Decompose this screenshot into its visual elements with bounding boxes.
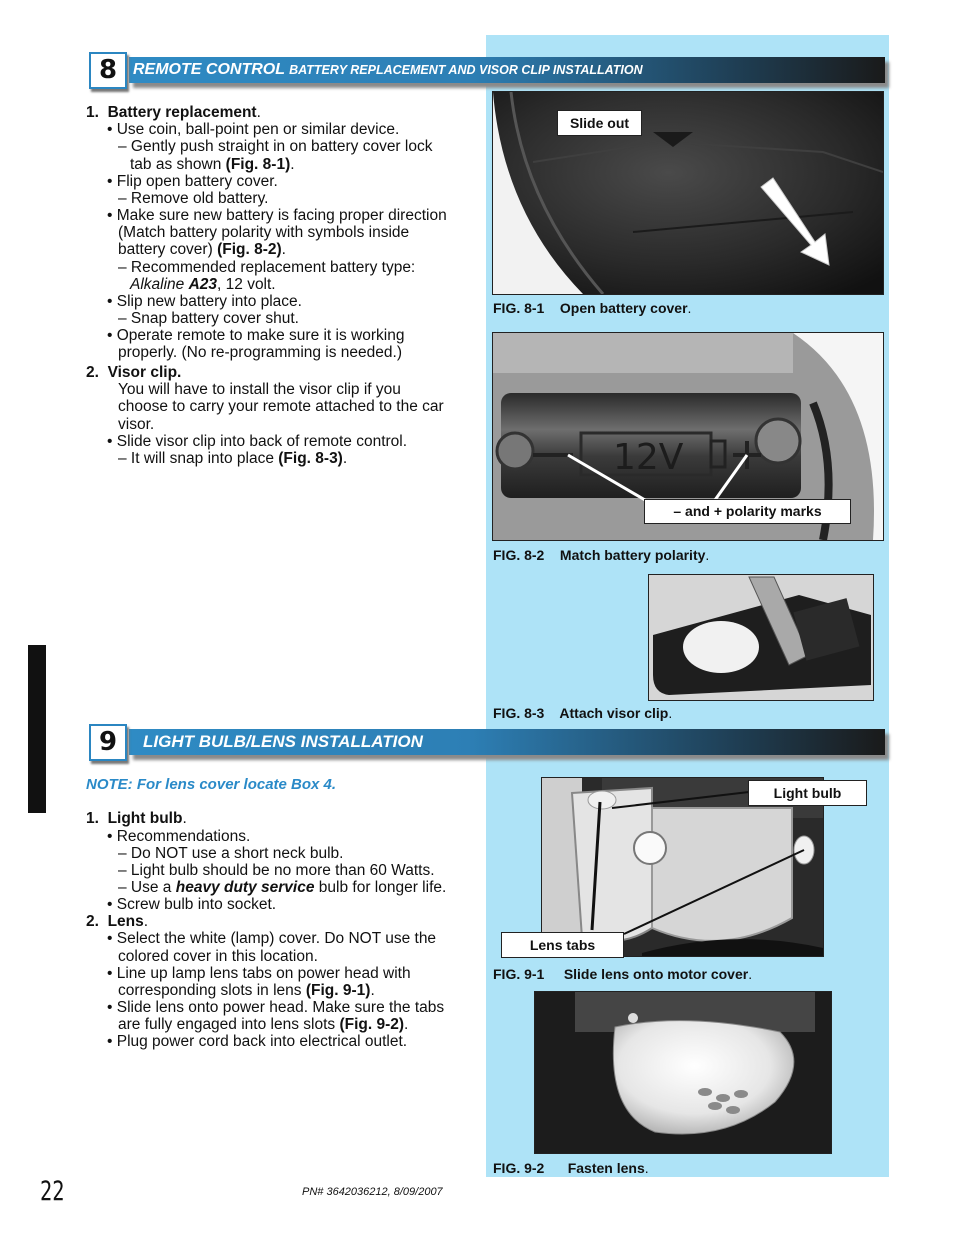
fig-8-2-label-polarity: – and + polarity marks	[644, 499, 851, 524]
text-line: tab as shown (Fig. 8-1).	[130, 156, 295, 173]
text-line: You will have to install the visor clip if you	[118, 381, 401, 398]
text-line: Alkaline A23, 12 volt.	[130, 276, 276, 293]
fastened-lens-photo	[535, 992, 831, 1153]
text-line: • Recommendations.	[107, 828, 251, 845]
fig-8-1-caption: FIG. 8-1 Open battery cover.	[493, 300, 692, 316]
text-line: • Use coin, ball-point pen or similar device.	[107, 121, 400, 138]
section-9-title: LIGHT BULB/LENS INSTALLATION	[143, 732, 423, 751]
text-line: • Line up lamp lens tabs on power head with	[107, 965, 411, 982]
section-8-title: REMOTE CONTROL BATTERY REPLACEMENT AND VISOR CLIP INSTALLATION	[133, 61, 643, 78]
visor-clip-photo	[649, 575, 873, 700]
item-battery-replacement: 1. Battery replacement.	[86, 104, 261, 121]
section-8-number-badge: 8	[89, 52, 127, 89]
section-9-number-badge: 9	[89, 724, 127, 761]
text-line: – Snap battery cover shut.	[118, 310, 299, 327]
text-line: are fully engaged into lens slots (Fig. 9-2).	[118, 1016, 409, 1033]
fig-9-2-caption: FIG. 9-2 Fasten lens.	[493, 1160, 649, 1176]
fig-8-1-label-slide-out: Slide out	[557, 110, 642, 136]
lens-cover-note: NOTE: For lens cover locate Box 4.	[86, 776, 337, 793]
text-line: • Slip new battery into place.	[107, 293, 302, 310]
text-line: colored cover in this location.	[118, 948, 318, 965]
text-line: choose to carry your remote attached to the car	[118, 398, 444, 415]
text-line: • Slide visor clip into back of remote control.	[107, 433, 408, 450]
text-line: – Gently push straight in on battery cover lock	[118, 138, 433, 155]
fig-9-1-label-lens-tabs: Lens tabs	[501, 932, 624, 958]
item-light-bulb: 1. Light bulb.	[86, 810, 187, 827]
fig-8-2-caption: FIG. 8-2 Match battery polarity.	[493, 547, 710, 563]
text-line: battery cover) (Fig. 8-2).	[118, 241, 286, 258]
text-line: – Do NOT use a short neck bulb.	[118, 845, 344, 862]
text-line: (Match battery polarity with symbols inside	[118, 224, 410, 241]
text-line: – Recommended replacement battery type:	[118, 259, 416, 276]
text-line: • Select the white (lamp) cover. Do NOT use the	[107, 930, 437, 947]
text-line: • Slide lens onto power head. Make sure the tabs	[107, 999, 445, 1016]
item-lens: 2. Lens.	[86, 913, 149, 930]
text-line: visor.	[118, 416, 155, 433]
text-line: • Flip open battery cover.	[107, 173, 278, 190]
battery-voltage-text: 12V	[613, 437, 684, 478]
text-line: • Plug power cord back into electrical outlet.	[107, 1033, 408, 1050]
text-line: – Use a heavy duty service bulb for longer life.	[118, 879, 447, 896]
text-line: • Make sure new battery is facing proper direction	[107, 207, 447, 224]
fig-9-1-caption: FIG. 9-1 Slide lens onto motor cover.	[493, 966, 753, 982]
fig-8-3-caption: FIG. 8-3 Attach visor clip.	[493, 705, 673, 721]
fig-8-3-image	[648, 574, 874, 701]
text-line: – Remove old battery.	[118, 190, 269, 207]
section-9-body	[0, 0, 480, 1060]
text-line: properly. (No re-programming is needed.)	[118, 344, 402, 361]
text-line: • Screw bulb into socket.	[107, 896, 277, 913]
text-line: corresponding slots in lens (Fig. 9-1).	[118, 982, 375, 999]
fig-8-1-image	[492, 91, 884, 295]
text-line: – It will snap into place (Fig. 8-3).	[118, 450, 348, 467]
fig-9-1-label-light-bulb: Light bulb	[748, 780, 867, 806]
text-line: • Operate remote to make sure it is working	[107, 327, 405, 344]
part-number: PN# 3642036212, 8/09/2007	[302, 1186, 443, 1198]
page-number: 22	[40, 1176, 65, 1207]
fig-9-2-image	[534, 991, 832, 1154]
remote-battery-cover-photo	[493, 92, 883, 294]
item-visor-clip: 2. Visor clip.	[86, 364, 182, 381]
text-line: – Light bulb should be no more than 60 Watts.	[118, 862, 435, 879]
